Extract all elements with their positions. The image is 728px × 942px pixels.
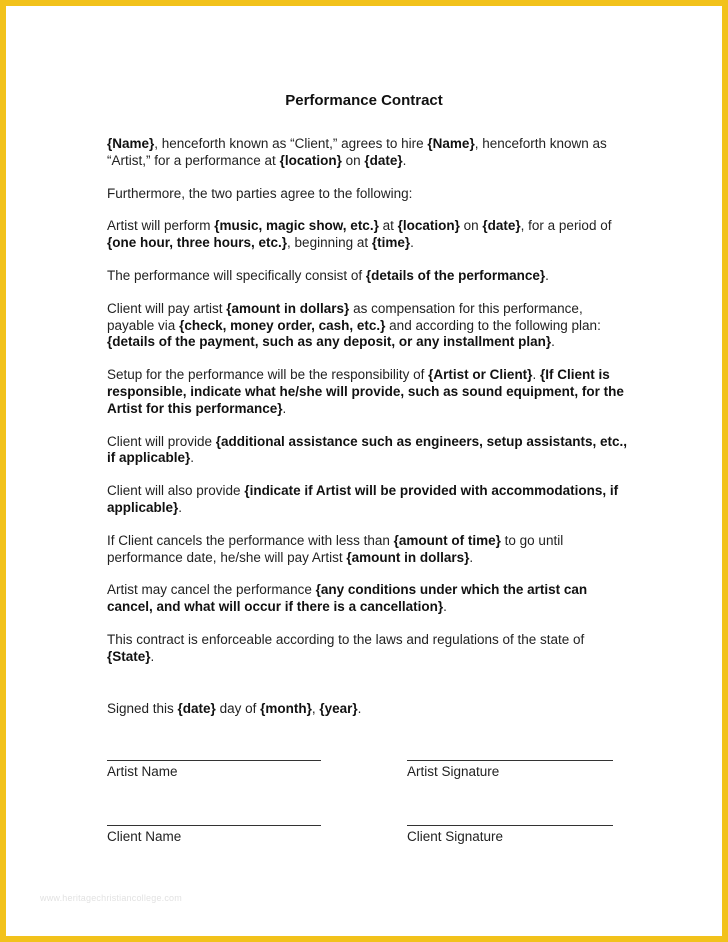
text-run: . xyxy=(545,267,549,283)
placeholder-field: {time} xyxy=(371,235,411,251)
placeholder-field: {music, magic show, etc.} xyxy=(214,218,379,234)
placeholder-field: {location} xyxy=(279,152,342,168)
text-run: If Client cancels the performance with less than xyxy=(107,532,394,548)
artist-signature-label: Artist Signature xyxy=(407,764,500,779)
text-run: . xyxy=(532,367,540,383)
contract-paragraph xyxy=(107,434,627,468)
text-run: Setup for the performance will be the responsibility of xyxy=(107,367,429,383)
text-run: . xyxy=(443,599,447,615)
client-signature-label: Client Signature xyxy=(407,829,504,844)
document-title: Performance Contract xyxy=(285,92,443,109)
artist-name-label: Artist Name xyxy=(107,764,178,779)
text-run: . xyxy=(410,235,414,251)
text-run: . xyxy=(190,450,195,466)
placeholder-field: {year} xyxy=(319,701,358,716)
text-run: to go until performance date, he/she will pay Artist xyxy=(107,532,564,565)
text-run: , beginning at xyxy=(287,235,372,251)
placeholder-field: {amount in dollars} xyxy=(226,300,350,316)
text-run: . xyxy=(282,400,287,416)
text-run: day of xyxy=(215,701,261,716)
text-run: Signed this xyxy=(107,701,178,716)
client-name-label: Client Name xyxy=(107,829,182,844)
placeholder-field: {any conditions under which the artist can cancel, and what will occur if there is a cancellation} xyxy=(107,582,588,615)
text-run: . xyxy=(551,334,555,350)
placeholder-field: {amount of time} xyxy=(393,532,501,548)
placeholder-field: {If Client is responsible, indicate what he/she will provide, such as sound equipment, for the Artist for this performance} xyxy=(107,367,624,416)
text-run: The performance will specifically consist of xyxy=(107,267,366,283)
placeholder-field: {amount in dollars} xyxy=(346,549,470,565)
placeholder-field: {check, money order, cash, etc.} xyxy=(179,317,386,333)
text-run: and according to the following plan: xyxy=(385,317,601,333)
text-run: Client will also provide xyxy=(107,483,245,499)
placeholder-field: {one hour, three hours, etc.} xyxy=(107,235,288,251)
text-run: Artist will perform xyxy=(107,218,215,234)
artist-name-field[interactable] xyxy=(107,760,321,779)
text-run: on xyxy=(341,152,365,168)
text-run: Client will provide xyxy=(107,433,216,449)
text-run: . xyxy=(357,701,362,716)
contract-paragraph xyxy=(107,483,627,517)
placeholder-field: {date} xyxy=(177,701,216,716)
placeholder-field: {month} xyxy=(260,701,312,716)
placeholder-field: {State} xyxy=(107,648,151,664)
watermark: www.heritagechristiancollege.com xyxy=(40,893,182,903)
text-run: as compensation for this performance, payable via xyxy=(107,300,583,333)
contract-paragraph xyxy=(107,367,627,417)
contract-paragraph xyxy=(107,301,627,351)
contract-paragraph xyxy=(107,218,627,252)
placeholder-field: {Name} xyxy=(427,136,475,151)
text-run: , henceforth known as “Artist,” for a performance at xyxy=(107,136,607,168)
text-run: , for a period of xyxy=(520,218,612,234)
placeholder-field: {location} xyxy=(397,218,460,234)
text-run: , xyxy=(311,701,320,716)
placeholder-field: {details of the payment, such as any deposit, or any installment plan} xyxy=(107,334,552,350)
text-run: Client will pay artist xyxy=(107,300,227,316)
text-run: . xyxy=(402,152,407,168)
artist-signature-field[interactable] xyxy=(407,760,613,779)
text-run: at xyxy=(378,218,398,234)
text-run: Furthermore, the two parties agree to the following: xyxy=(107,185,413,201)
text-run: , henceforth known as “Client,” agrees to hire xyxy=(154,136,428,151)
placeholder-field: {details of the performance} xyxy=(365,267,546,283)
placeholder-field: {indicate if Artist will be provided with accommodations, if applicable} xyxy=(107,483,619,515)
contract-paragraph xyxy=(107,186,627,203)
contract-paragraph xyxy=(107,136,627,170)
text-run: on xyxy=(459,218,483,234)
contract-body xyxy=(107,136,627,682)
signed-line xyxy=(107,701,361,716)
client-name-field[interactable] xyxy=(107,825,321,844)
placeholder-field: {additional assistance such as engineers, setup assistants, etc., if applicable} xyxy=(107,433,627,466)
client-signature-field[interactable] xyxy=(407,825,613,844)
text-run: Artist may cancel the performance xyxy=(107,582,316,598)
placeholder-field: {Name} xyxy=(107,136,155,151)
contract-paragraph xyxy=(107,632,627,666)
placeholder-field: {date} xyxy=(364,152,403,168)
text-run: . xyxy=(178,499,183,515)
text-run: . xyxy=(150,648,155,664)
contract-paragraph xyxy=(107,582,627,616)
placeholder-field: {date} xyxy=(482,218,521,234)
contract-paragraph xyxy=(107,268,627,285)
contract-paragraph xyxy=(107,533,627,567)
text-run: This contract is enforceable according to the laws and regulations of the state of xyxy=(107,631,585,647)
text-run: . xyxy=(469,549,474,565)
placeholder-field: {Artist or Client} xyxy=(428,367,533,383)
